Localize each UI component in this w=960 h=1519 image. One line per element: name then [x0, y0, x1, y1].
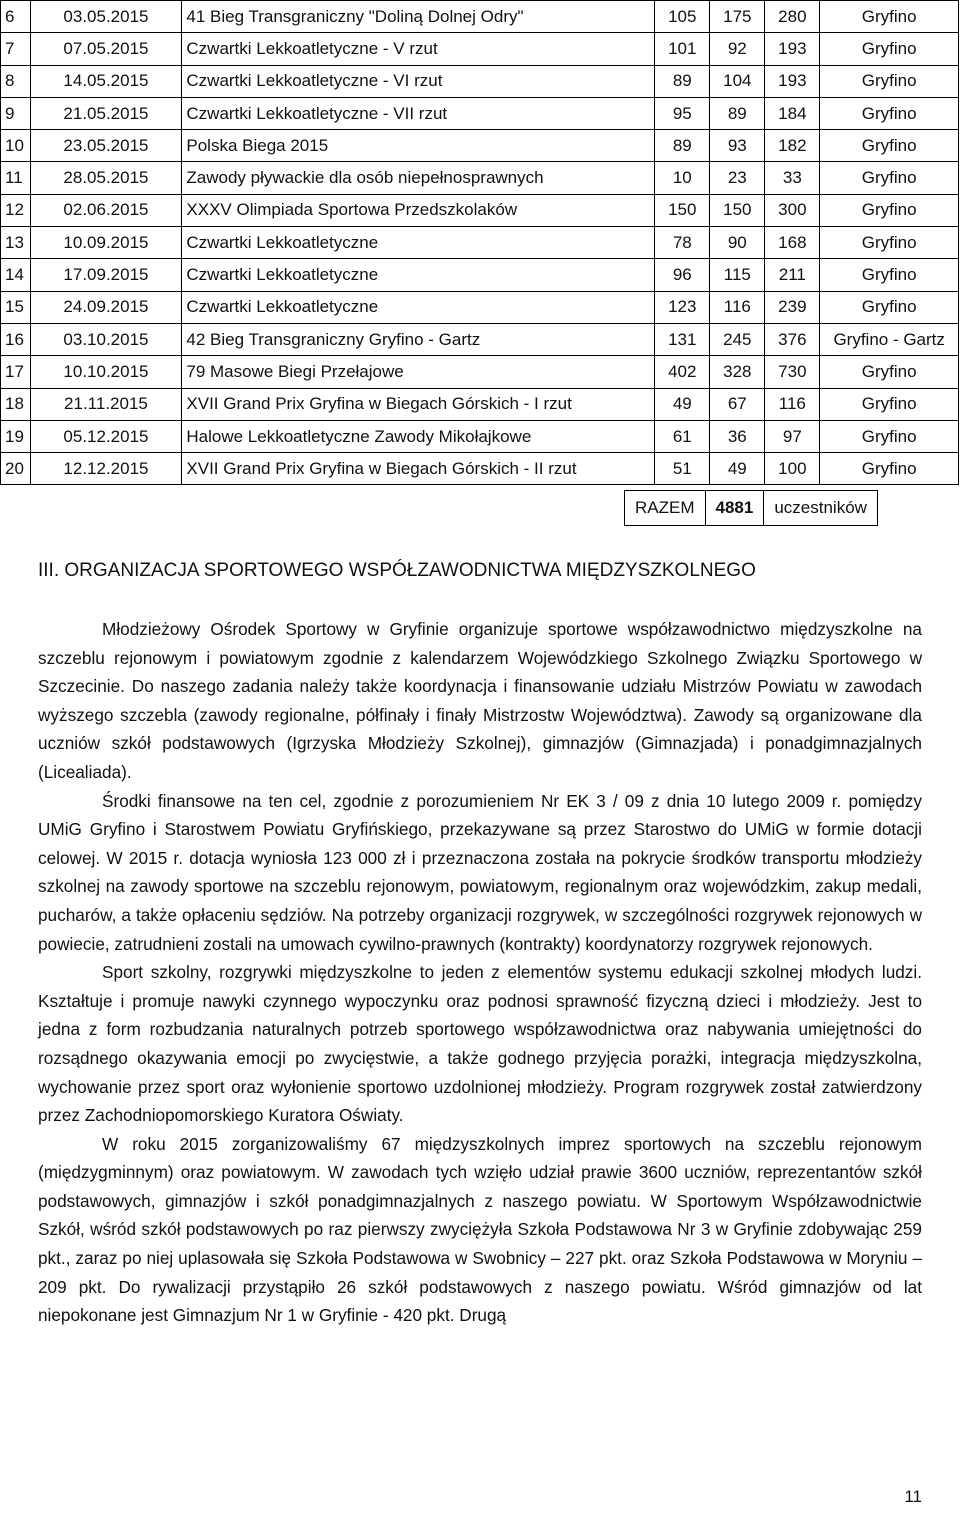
- row-count-b: 115: [710, 259, 765, 291]
- row-total: 193: [765, 65, 820, 97]
- row-event-name: Czwartki Lekkoatletyczne: [182, 291, 655, 323]
- row-count-b: 23: [710, 162, 765, 194]
- row-count-a: 49: [655, 388, 710, 420]
- row-event-name: Czwartki Lekkoatletyczne: [182, 227, 655, 259]
- row-total: 239: [765, 291, 820, 323]
- row-total: 300: [765, 194, 820, 226]
- row-total: 97: [765, 420, 820, 452]
- section-heading: III. ORGANIZACJA SPORTOWEGO WSPÓŁZAWODNICTWA MIĘDZYSZKOLNEGO: [38, 560, 756, 581]
- row-number: 15: [1, 291, 31, 323]
- row-place: Gryfino - Gartz: [820, 323, 959, 355]
- row-count-a: 51: [655, 453, 710, 485]
- row-place: Gryfino: [820, 356, 959, 388]
- row-date: 05.12.2015: [30, 420, 182, 452]
- table-row: [1, 162, 959, 194]
- row-place: Gryfino: [820, 162, 959, 194]
- row-place: Gryfino: [820, 194, 959, 226]
- row-count-a: 61: [655, 420, 710, 452]
- row-place: Gryfino: [820, 1, 959, 33]
- row-event-name: Czwartki Lekkoatletyczne - VII rzut: [182, 97, 655, 129]
- row-total: 184: [765, 97, 820, 129]
- table-row: [1, 259, 959, 291]
- row-date: 21.11.2015: [30, 388, 182, 420]
- table-row: [1, 420, 959, 452]
- row-place: Gryfino: [820, 227, 959, 259]
- row-count-a: 123: [655, 291, 710, 323]
- row-date: 03.10.2015: [30, 323, 182, 355]
- row-event-name: 41 Bieg Transgraniczny "Doliną Dolnej Odry": [182, 1, 655, 33]
- row-date: 24.09.2015: [30, 291, 182, 323]
- page-number: 11: [904, 1487, 922, 1506]
- row-place: Gryfino: [820, 388, 959, 420]
- table-row: [1, 97, 959, 129]
- events-table: [0, 0, 959, 485]
- row-date: 21.05.2015: [30, 97, 182, 129]
- row-number: 18: [1, 388, 31, 420]
- row-place: Gryfino: [820, 259, 959, 291]
- table-row: [1, 1, 959, 33]
- table-row: [1, 356, 959, 388]
- table-row: [1, 130, 959, 162]
- row-date: 17.09.2015: [30, 259, 182, 291]
- row-event-name: Halowe Lekkoatletyczne Zawody Mikołajkowe: [182, 420, 655, 452]
- row-count-a: 89: [655, 65, 710, 97]
- row-number: 19: [1, 420, 31, 452]
- row-event-name: 42 Bieg Transgraniczny Gryfino - Gartz: [182, 323, 655, 355]
- row-total: 116: [765, 388, 820, 420]
- row-total: 182: [765, 130, 820, 162]
- row-date: 28.05.2015: [30, 162, 182, 194]
- row-count-a: 150: [655, 194, 710, 226]
- summary-unit: uczestników: [764, 491, 878, 526]
- row-count-a: 95: [655, 97, 710, 129]
- row-number: 8: [1, 65, 31, 97]
- row-total: 193: [765, 33, 820, 65]
- paragraph: Młodzieżowy Ośrodek Sportowy w Gryfinie organizuje sportowe współzawodnictwo międzyszkolne na szczeblu rejonowym i powiatowym zgodnie z kalendarzem Wojewódzkiego Szkolnego Związku Sportowego w Szczecinie. Do naszego zadania należy także koordynacja i finansowanie udziału Mistrzów Powiatu w zawodach wyższego szczebla (zawody regionalne, półfinały i finały Mistrzostw Województwa). Zawody są organizowane dla uczniów szkół podstawowych (Igrzyska Młodzieży Szkolnej), gimnazjów (Gimnazjada) i ponadgimnazjalnych (Licealiada).: [38, 619, 922, 782]
- row-date: 02.06.2015: [30, 194, 182, 226]
- row-number: 12: [1, 194, 31, 226]
- row-number: 6: [1, 1, 31, 33]
- row-number: 16: [1, 323, 31, 355]
- row-count-b: 67: [710, 388, 765, 420]
- row-total: 280: [765, 1, 820, 33]
- row-count-b: 90: [710, 227, 765, 259]
- row-count-a: 101: [655, 33, 710, 65]
- row-count-a: 105: [655, 1, 710, 33]
- row-count-a: 78: [655, 227, 710, 259]
- row-total: 100: [765, 453, 820, 485]
- row-number: 17: [1, 356, 31, 388]
- row-count-b: 49: [710, 453, 765, 485]
- row-event-name: Czwartki Lekkoatletyczne - V rzut: [182, 33, 655, 65]
- row-count-b: 89: [710, 97, 765, 129]
- row-date: 10.09.2015: [30, 227, 182, 259]
- table-row: [1, 33, 959, 65]
- row-date: 12.12.2015: [30, 453, 182, 485]
- row-event-name: Czwartki Lekkoatletyczne - VI rzut: [182, 65, 655, 97]
- row-number: 9: [1, 97, 31, 129]
- body-text: [38, 615, 922, 1330]
- row-date: 10.10.2015: [30, 356, 182, 388]
- row-event-name: XVII Grand Prix Gryfina w Biegach Górskich - II rzut: [182, 453, 655, 485]
- row-total: 730: [765, 356, 820, 388]
- row-count-b: 328: [710, 356, 765, 388]
- row-count-a: 89: [655, 130, 710, 162]
- row-place: Gryfino: [820, 130, 959, 162]
- row-place: Gryfino: [820, 97, 959, 129]
- row-place: Gryfino: [820, 291, 959, 323]
- table-row: [1, 453, 959, 485]
- row-date: 07.05.2015: [30, 33, 182, 65]
- paragraph: Sport szkolny, rozgrywki międzyszkolne to jeden z elementów systemu edukacji szkolnej młodych ludzi. Kształtuje i promuje nawyki czynnego wypoczynku oraz podnosi sprawność fizyczną dzieci i młodzieży. Jest to jedna z form rozbudzania naturalnych potrzeb sportowego współzawodnictwa oraz nabywania umiejętności do rozsądnego okazywania emocji po zwycięstwie, a także godnego przyjęcia porażki, integracja międzyszkolna, wychowanie przez sport oraz wyłonienie sportowo uzdolnionej młodzieży. Program rozgrywek został zatwierdzony przez Zachodniopomorskiego Kuratora Oświaty.: [38, 962, 922, 1126]
- row-place: Gryfino: [820, 420, 959, 452]
- row-number: 20: [1, 453, 31, 485]
- row-total: 168: [765, 227, 820, 259]
- table-row: [1, 388, 959, 420]
- row-event-name: Czwartki Lekkoatletyczne: [182, 259, 655, 291]
- row-event-name: XXXV Olimpiada Sportowa Przedszkolaków: [182, 194, 655, 226]
- row-count-a: 131: [655, 323, 710, 355]
- row-place: Gryfino: [820, 453, 959, 485]
- row-count-b: 36: [710, 420, 765, 452]
- row-event-name: Zawody pływackie dla osób niepełnosprawnych: [182, 162, 655, 194]
- paragraph: Środki finansowe na ten cel, zgodnie z porozumieniem Nr EK 3 / 09 z dnia 10 lutego 2009 r. pomiędzy UMiG Gryfino i Starostwem Powiatu Gryfińskiego, przekazywane są przez Starostwo do UMiG w formie dotacji celowej. W 2015 r. dotacja wyniosła 123 000 zł i przeznaczona została na pokrycie środków transportu młodzieży szkolnej na zawody sportowe na szczeblu rejonowym, powiatowym, regionalnym oraz wojewódzkim, zakup medali, pucharów, a także opłaceniu sędziów. Na potrzeby organizacji rozgrywek, w szczególności rozgrywek rejonowych w powiecie, zatrudnieni zostali na umowach cywilno-prawnych (kontrakty) koordynatorzy rozgrywek rejonowych.: [38, 790, 922, 954]
- row-count-a: 10: [655, 162, 710, 194]
- row-place: Gryfino: [820, 33, 959, 65]
- table-row: [1, 194, 959, 226]
- row-count-b: 150: [710, 194, 765, 226]
- row-number: 7: [1, 33, 31, 65]
- summary-label: RAZEM: [625, 491, 706, 526]
- row-count-a: 402: [655, 356, 710, 388]
- summary-value: 4881: [705, 491, 764, 526]
- row-number: 10: [1, 130, 31, 162]
- row-date: 03.05.2015: [30, 1, 182, 33]
- table-row: [1, 291, 959, 323]
- row-count-b: 175: [710, 1, 765, 33]
- row-event-name: XVII Grand Prix Gryfina w Biegach Górskich - I rzut: [182, 388, 655, 420]
- row-number: 11: [1, 162, 31, 194]
- row-total: 376: [765, 323, 820, 355]
- summary-box: [624, 490, 878, 526]
- row-count-b: 104: [710, 65, 765, 97]
- row-number: 13: [1, 227, 31, 259]
- table-row: [1, 65, 959, 97]
- row-count-b: 245: [710, 323, 765, 355]
- row-event-name: 79 Masowe Biegi Przełajowe: [182, 356, 655, 388]
- row-count-b: 93: [710, 130, 765, 162]
- row-count-a: 96: [655, 259, 710, 291]
- table-row: [1, 227, 959, 259]
- row-total: 211: [765, 259, 820, 291]
- row-total: 33: [765, 162, 820, 194]
- row-place: Gryfino: [820, 65, 959, 97]
- table-row: [1, 323, 959, 355]
- row-event-name: Polska Biega 2015: [182, 130, 655, 162]
- row-count-b: 116: [710, 291, 765, 323]
- row-date: 14.05.2015: [30, 65, 182, 97]
- row-number: 14: [1, 259, 31, 291]
- row-date: 23.05.2015: [30, 130, 182, 162]
- row-count-b: 92: [710, 33, 765, 65]
- paragraph: W roku 2015 zorganizowaliśmy 67 międzyszkolnych imprez sportowych na szczeblu rejonowym (międzygminnym) oraz powiatowym. W zawodach tych wzięło udział prawie 3600 uczniów, reprezentantów szkół podstawowych, gimnazjów i szkół ponadgimnazjalnych z naszego powiatu. W Sportowym Współzawodnictwie Szkół, wśród szkół podstawowych po raz pierwszy zwyciężyła Szkoła Podstawowa Nr 3 w Gryfinie zdobywając 259 pkt., zaraz po niej uplasowała się Szkoła Podstawowa w Swobnicy – 227 pkt. oraz Szkoła Podstawowa w Moryniu – 209 pkt. Do rywalizacji przystąpiło 26 szkół podstawowych z naszego powiatu. Wśród gimnazjów od lat niepokonane jest Gimnazjum Nr 1 w Gryfinie - 420 pkt. Drugą: [38, 1133, 922, 1326]
